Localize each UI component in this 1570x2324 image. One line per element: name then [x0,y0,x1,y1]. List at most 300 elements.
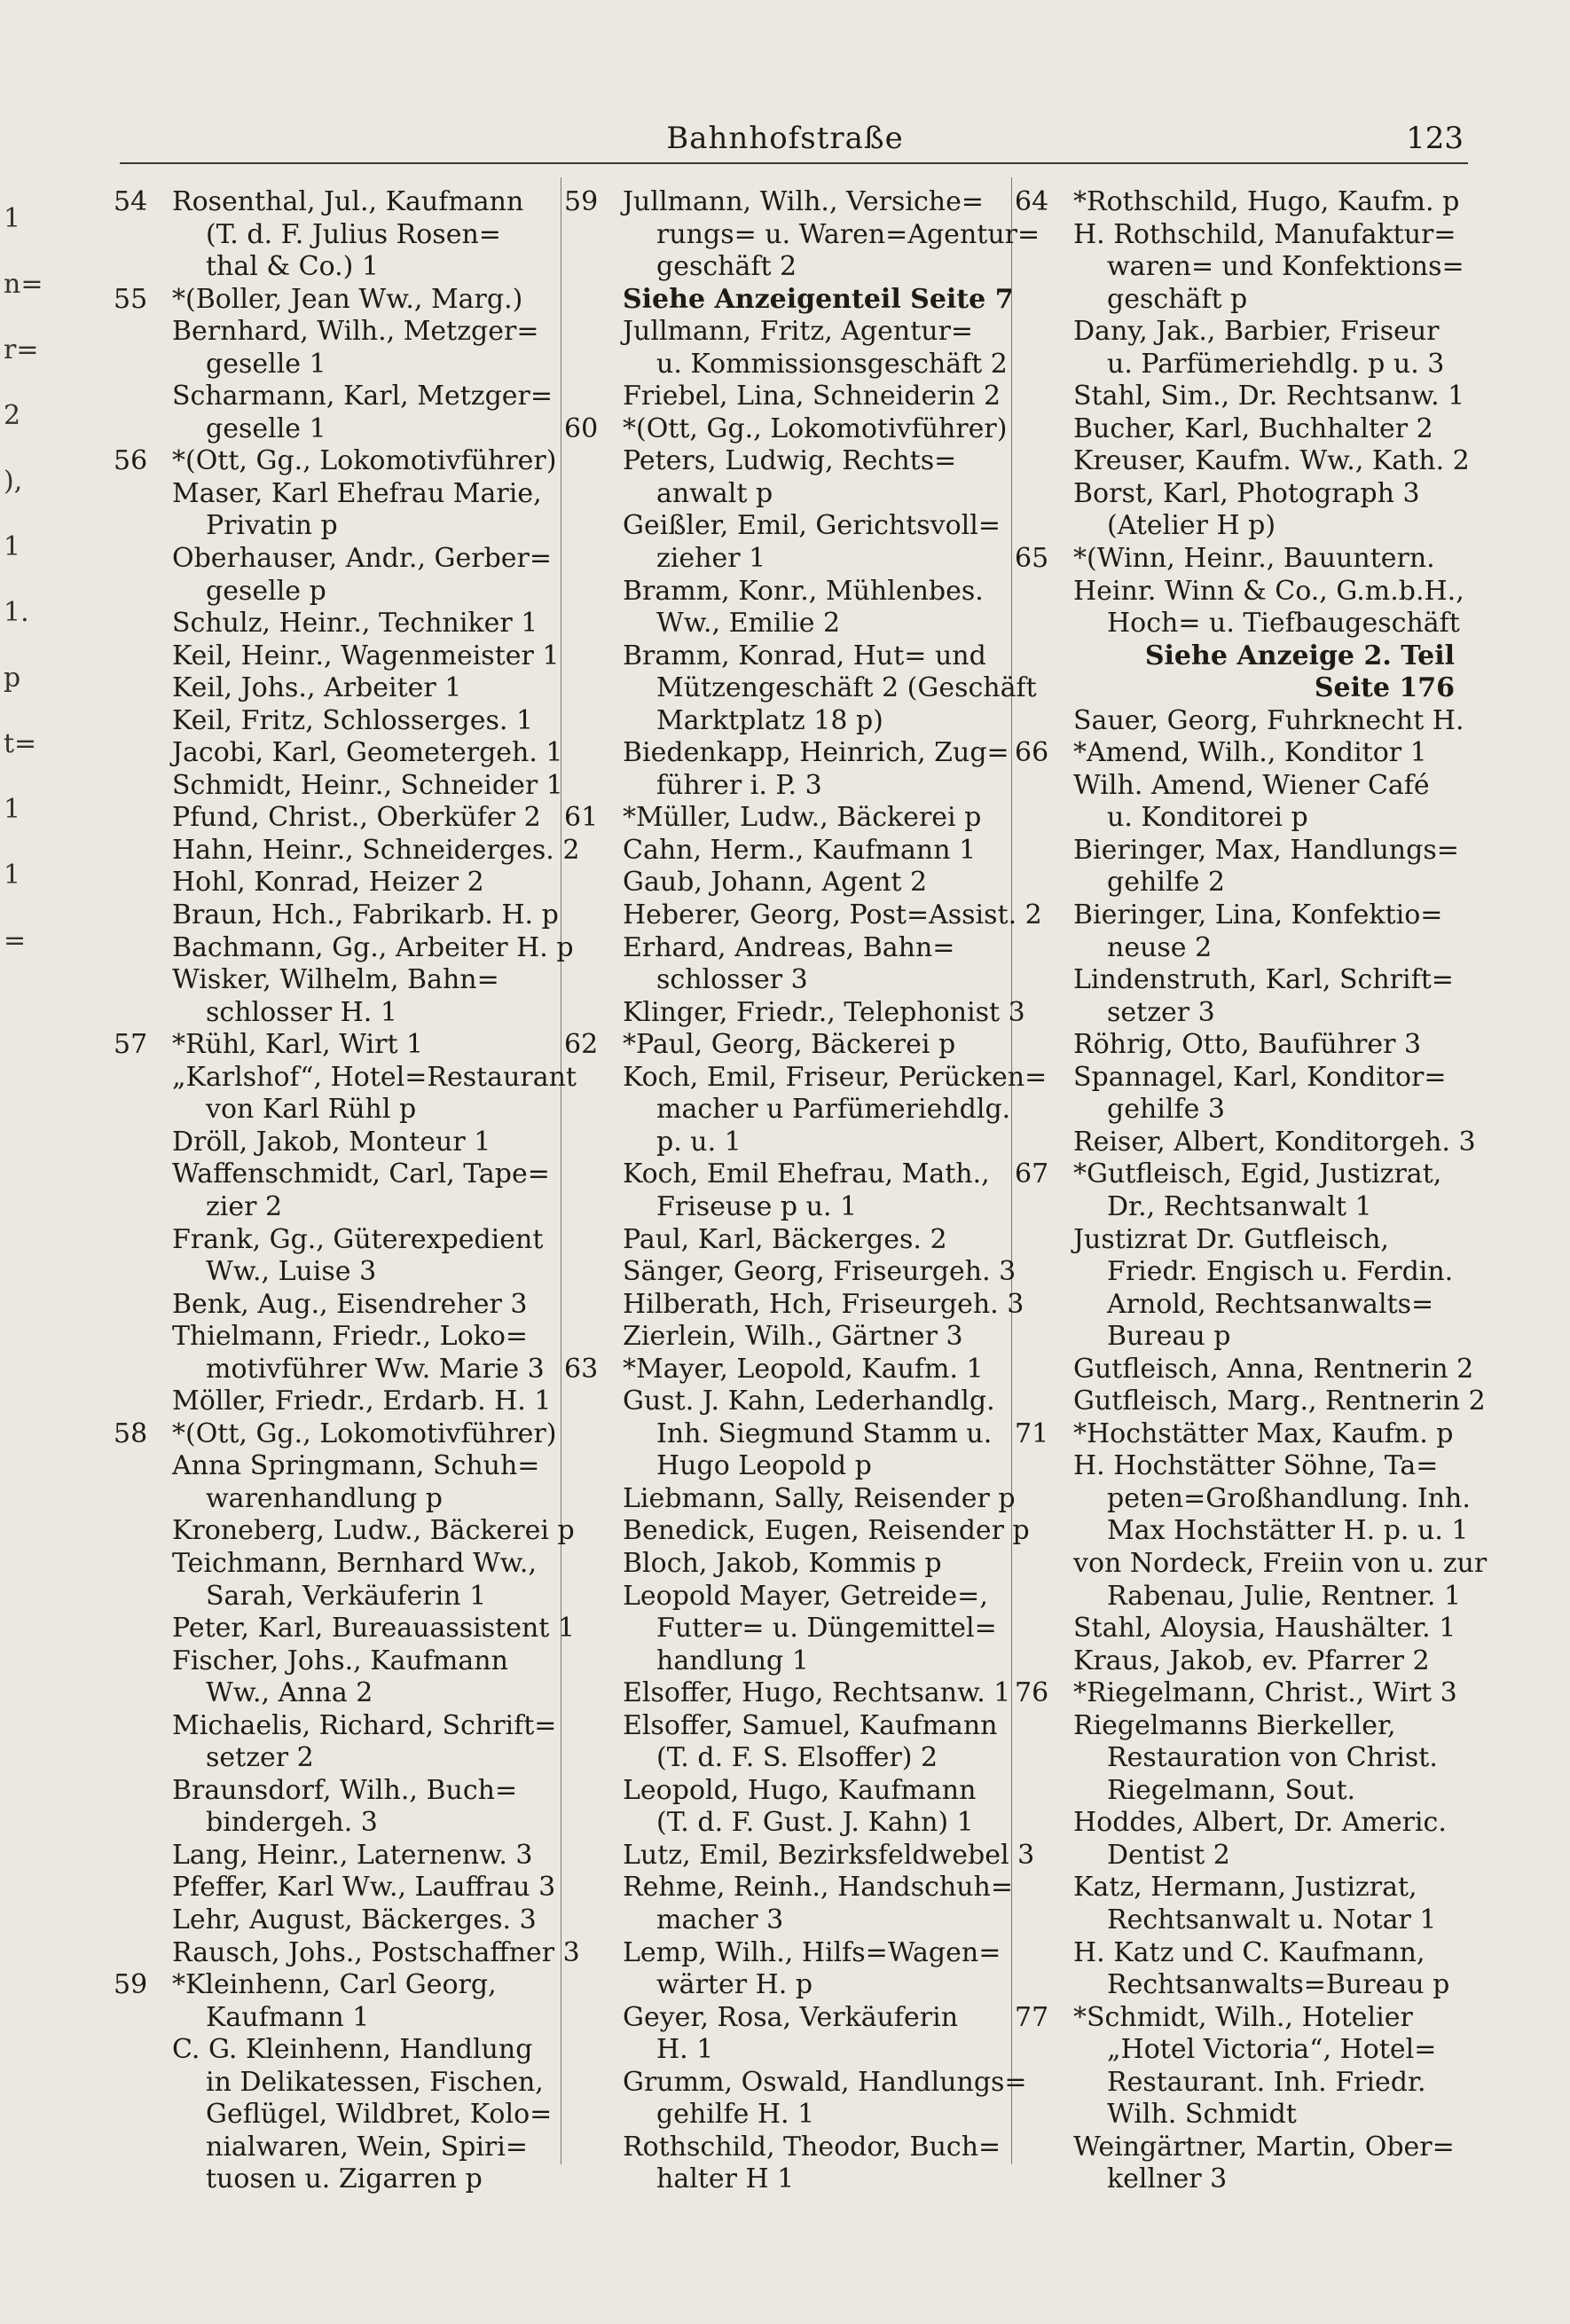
directory-entry-line [114,1191,557,1224]
directory-entry-line [564,1094,1011,1127]
entry-text: setzer 3 [1107,996,1215,1028]
entry-text: zieher 1 [656,543,766,575]
entry-text: Gust. J. Kahn, Lederhandlg. [623,1386,995,1417]
entry-text: Thielmann, Friedr., Loko= [172,1321,529,1353]
directory-entry-line [114,899,557,932]
entry-text: Erhard, Andreas, Bahn= [623,931,955,963]
entry-text: Benedick, Eugen, Reisender p [623,1515,1030,1547]
house-number: 77 [1015,2001,1049,2033]
entry-text: Wilh. Schmidt [1107,2099,1297,2131]
entry-text: H. Hochstätter Söhne, Ta= [1073,1450,1439,1482]
entry-text: neuse 2 [1107,931,1213,963]
directory-entry-line [564,640,1008,673]
directory-entry-line [564,1321,1008,1354]
directory-entry-line [114,1677,557,1710]
entry-text: Weingärtner, Martin, Ober= [1073,2131,1455,2163]
directory-entry-line [114,284,557,317]
directory-entry-line [564,349,1008,381]
entry-text: (T. d. F. S. Elsoffer) 2 [656,1742,938,1774]
column-3 [1015,186,1488,2196]
directory-entry-line [114,316,557,349]
directory-entry-line [114,1354,557,1386]
directory-entry-line [1015,997,1458,1030]
entry-text: von Nordeck, Freiin von u. zur [1073,1547,1488,1579]
entry-text: peten=Großhandlung. Inh. [1107,1482,1471,1514]
entry-text: Justizrat Dr. Gutfleisch, [1073,1223,1389,1255]
entry-text: p. u. 1 [656,1126,742,1158]
directory-entry-line [564,932,1008,965]
entry-text: Leopold, Hugo, Kaufmann [623,1774,977,1806]
directory-entry-line [564,867,1008,899]
entry-text: Kraus, Jakob, ev. Pfarrer 2 [1073,1645,1430,1676]
directory-entry-line [1015,1775,1458,1808]
entry-text: Cahn, Herm., Kaufmann 1 [623,834,977,866]
entry-text: Lemp, Wilh., Hilfs=Wagen= [623,1936,1001,1968]
entry-text: Restauration von Christ. [1107,1742,1438,1774]
directory-entry-line [564,1288,1024,1322]
directory-entry-line [564,1969,1008,2002]
house-number: 57 [114,1029,148,1061]
directory-entry-line [114,445,557,478]
entry-text: Gutfleisch, Anna, Rentnerin 2 [1073,1353,1474,1385]
entry-text: Benk, Aug., Eisendreher 3 [172,1288,528,1320]
entry-text: Hilberath, Hch, Friseurgeh. 3 [623,1288,1024,1320]
entry-text: Anna Springmann, Schuh= [172,1450,540,1482]
entry-text: Marktplatz 18 p) [656,704,883,736]
directory-entry-line [564,218,1040,252]
house-number: 62 [564,1029,599,1061]
entry-text: Lindenstruth, Karl, Schrift= [1073,964,1454,996]
directory-entry-line [114,1321,557,1354]
directory-entry-line [114,1450,557,1483]
entry-text: führer i. P. 3 [656,769,822,801]
entry-text: geselle p [206,575,326,607]
directory-entry-line [114,349,557,381]
entry-text: Frank, Gg., Güterexpedient [172,1223,544,1255]
directory-entry-line [1015,1807,1458,1840]
directory-entry-line [1015,413,1458,446]
directory-entry-line [114,1483,557,1516]
entry-text: Röhrig, Otto, Bauführer 3 [1073,1029,1422,1061]
house-number: 56 [114,445,148,477]
entry-text: Reiser, Albert, Konditorgeh. 3 [1073,1126,1476,1158]
directory-entry-line [114,608,557,640]
entry-text: Lang, Heinr., Laternenw. 3 [172,1839,533,1871]
directory-entry-line [114,2132,557,2164]
entry-text: schlosser 3 [656,964,808,996]
directory-entry-line [114,1581,557,1613]
directory-entry-line [564,186,1008,219]
entry-text: (T. d. F. Julius Rosen= [206,218,501,250]
directory-entry-line [114,1904,557,1937]
entry-text: *Müller, Ludw., Bäckerei p [623,802,982,834]
entry-text: Friseuse p u. 1 [656,1190,858,1222]
entry-text: geselle 1 [206,348,326,380]
entry-text: wärter H. p [656,1969,813,2001]
entry-text: geschäft 2 [656,251,797,283]
entry-text: Pfeffer, Karl Ww., Lauffrau 3 [172,1872,556,1904]
directory-entry-line [564,1775,1008,1808]
directory-entry-line [1015,1062,1458,1095]
entry-text: Waffenschmidt, Carl, Tape= [172,1158,550,1190]
directory-entry-line [1015,219,1458,252]
directory-entry-line [1015,1645,1458,1678]
directory-entry-line [564,2099,1008,2132]
entry-text: Heberer, Georg, Post=Assist. 2 [623,899,1042,931]
directory-entry-line [1015,1321,1458,1354]
directory-entry-line [1015,543,1458,576]
directory-entry-line [114,1289,557,1322]
entry-text: thal & Co.) 1 [206,251,379,283]
entry-text: macher u Parfümeriehdlg. [656,1094,1011,1126]
entry-text: geschäft p [1107,283,1248,315]
house-number: 71 [1015,1417,1049,1449]
directory-entry-line [1015,1450,1458,1483]
entry-text: Bramm, Konr., Mühlenbes. [623,575,984,607]
house-number: 55 [114,283,148,315]
directory-entry-line [114,1645,557,1678]
directory-entry-line [564,576,1008,608]
entry-text: Rehme, Reinh., Handschuh= [623,1872,1013,1904]
entry-text: Wisker, Wilhelm, Bahn= [172,964,499,996]
house-number: 67 [1015,1158,1049,1190]
house-number: 64 [1015,186,1049,217]
directory-entry-line [1015,1515,1469,1548]
entry-text: *(Ott, Gg., Lokomotivführer) [172,1417,557,1449]
adjacent-page-bleed [0,186,43,1109]
directory-entry-line [114,1061,577,1095]
entry-text: Geyer, Rosa, Verkäuferin [623,2001,959,2033]
directory-entry-line [1015,835,1458,868]
entry-text: Arnold, Rechtsanwalts= [1107,1288,1434,1320]
directory-entry-line [114,186,557,219]
directory-entry-line [564,543,1008,576]
entry-text: Seite 176 [1314,672,1455,704]
entry-text: Paul, Karl, Bäckerges. 2 [623,1223,947,1255]
directory-entry-line [1015,1547,1488,1581]
entry-text: Teichmann, Bernhard Ww., [172,1547,537,1579]
entry-text: Ww., Anna 2 [206,1677,373,1709]
entry-text: Inh. Siegmund Stamm u. [656,1417,993,1449]
directory-entry-line [1015,1482,1471,1516]
entry-text: setzer 2 [206,1742,314,1774]
directory-entry-line [114,1127,557,1159]
directory-entry-line [114,2067,557,2100]
directory-entry-line [1015,1126,1476,1159]
entry-text: Elsoffer, Samuel, Kaufmann [623,1709,998,1741]
directory-entry-line [114,1742,557,1775]
directory-entry-line [1015,510,1458,543]
directory-entry-line [564,478,1008,511]
entry-text: Bureau p [1107,1321,1231,1353]
directory-entry-line [1015,284,1458,317]
directory-entry-line [1015,2163,1458,2196]
entry-text: (Atelier H p) [1107,510,1276,542]
entry-text: tuosen u. Zigarren p [206,2163,483,2195]
directory-entry-line [564,705,1008,738]
entry-text: Privatin p [206,510,338,542]
entry-text: Sänger, Georg, Friseurgeh. 3 [623,1256,1017,1288]
entry-text: Siehe Anzeige 2. Teil [1144,640,1455,671]
entry-text: Lutz, Emil, Bezirksfeldwebel 3 [623,1839,1035,1871]
entry-text: Restaurant. Inh. Friedr. [1107,2066,1426,2098]
entry-text: Rechtsanwalts=Bureau p [1107,1969,1450,2001]
entry-text: anwalt p [656,477,773,509]
column-1 [114,186,580,2196]
entry-text: gehilfe H. 1 [656,2099,815,2131]
bleed-glyph: n= [4,269,43,300]
directory-entry-line [1015,349,1458,381]
bleed-glyph: 1 [4,203,21,234]
directory-entry-line [114,510,557,543]
entry-text: kellner 3 [1107,2163,1228,2195]
entry-text: Hoch= u. Tiefbaugeschäft [1107,608,1460,640]
directory-entry-line [1015,1353,1474,1386]
directory-entry-line [1015,2034,1458,2067]
directory-entry-line [1015,1969,1458,2002]
entry-text: „Karlshof“, Hotel=Restaurant [172,1061,577,1093]
entry-text: Kreuser, Kaufm. Ww., Kath. 2 [1073,445,1470,477]
directory-entry-line [114,1548,557,1581]
entry-text: Rosenthal, Jul., Kaufmann [172,186,524,217]
directory-entry-line [564,1645,1008,1678]
directory-entry-line [564,737,1008,770]
entry-text: Katz, Hermann, Justizrat, [1073,1872,1417,1904]
directory-entry-line [114,997,557,1030]
directory-entry-line [564,770,1008,803]
bleed-glyph: = [4,925,27,956]
entry-text: Keil, Johs., Arbeiter 1 [172,672,462,704]
directory-entry-line [564,835,1008,868]
entry-text: waren= und Konfektions= [1107,251,1464,283]
entry-text: Bucher, Karl, Buchhalter 2 [1073,412,1433,444]
directory-entry-line [114,964,557,997]
entry-text: Sauer, Georg, Fuhrknecht H. [1073,704,1464,736]
entry-text: Schmidt, Heinr., Schneider 1 [172,769,563,801]
directory-entry-line [114,251,557,284]
entry-text: Bramm, Konrad, Hut= und [623,640,986,671]
directory-entry-line [114,1840,557,1873]
directory-entry-line [1015,1224,1458,1257]
entry-text: handlung 1 [656,1645,809,1676]
directory-entry-line [1015,2002,1458,2035]
directory-entry-line [1015,1289,1458,1322]
directory-entry-line [1015,1158,1458,1191]
directory-entry-line [564,1872,1013,1904]
house-number: 65 [1015,543,1049,575]
entry-text: Kroneberg, Ludw., Bäckerei p [172,1515,575,1547]
directory-entry-line [1015,1580,1462,1613]
entry-text: Ww., Luise 3 [206,1256,377,1288]
entry-text: Zierlein, Wilh., Gärtner 3 [623,1321,963,1353]
directory-entry-line [114,478,557,511]
entry-text: Peter, Karl, Bureauassistent 1 [172,1613,575,1645]
directory-entry-line [114,1418,557,1451]
entry-text: *Mayer, Leopold, Kaufm. 1 [623,1353,984,1385]
directory-entry-line [564,996,1025,1030]
entry-text: Dröll, Jakob, Monteur 1 [172,1126,491,1158]
entry-text: *Schmidt, Wilh., Hotelier [1073,2001,1413,2033]
house-number: 59 [564,186,599,217]
bleed-glyph: r= [4,334,39,365]
bleed-glyph: ), [4,466,23,497]
entry-text: Hohl, Konrad, Heizer 2 [172,867,484,899]
directory-entry-line [564,381,1008,413]
bleed-glyph: p [4,663,21,694]
entry-text: Keil, Fritz, Schlosserges. 1 [172,704,534,736]
directory-entry-line [1015,1094,1458,1127]
entry-text: macher 3 [656,1904,784,1935]
entry-text: Pfund, Christ., Oberküfer 2 [172,802,541,834]
directory-entry-line [564,1418,1008,1451]
directory-entry-line [564,608,1008,640]
directory-entry-line [564,413,1008,446]
directory-entry-line [564,1450,1008,1483]
directory-entry-line [564,510,1008,543]
entry-text: Schulz, Heinr., Techniker 1 [172,608,538,640]
entry-text: motivführer Ww. Marie 3 [206,1353,545,1385]
directory-entry-line [564,1061,1048,1095]
directory-entry-line [1015,1742,1458,1775]
entry-text: *Gutfleisch, Egid, Justizrat, [1073,1158,1442,1190]
directory-entry-line [564,1386,1008,1418]
directory-entry-line [114,1029,557,1062]
directory-entry-line [1015,608,1458,640]
house-number: 66 [1015,737,1049,769]
entry-text: *Riegelmann, Christ., Wirt 3 [1073,1677,1457,1709]
directory-entry-line [1015,899,1458,932]
entry-text: Mützengeschäft 2 (Geschäft [656,672,1037,704]
directory-entry-line [564,1581,1008,1613]
directory-entry-line [1015,640,1458,673]
directory-entry-line [564,672,1037,705]
entry-text: Grumm, Oswald, Handlungs= [623,2066,1027,2098]
directory-entry-line [564,316,1008,349]
entry-text: Bernhard, Wilh., Metzger= [172,316,539,348]
directory-entry-line [1015,575,1464,608]
entry-text: nialwaren, Wein, Spiri= [206,2131,529,2163]
directory-entry-line [1015,1191,1458,1224]
entry-text: Koch, Emil, Friseur, Perücken= [623,1061,1048,1093]
entry-text: Gaub, Johann, Agent 2 [623,867,928,899]
house-number: 59 [114,1969,148,2001]
directory-entry-line [1015,932,1458,965]
entry-text: Möller, Friedr., Erdarb. H. 1 [172,1386,552,1417]
entry-text: Friedr. Engisch u. Ferdin. [1107,1256,1454,1288]
entry-text: Rausch, Johs., Postschaffner 3 [172,1936,580,1968]
entry-text: Braunsdorf, Wilh., Buch= [172,1774,518,1806]
directory-entry-line [564,2132,1008,2164]
entry-text: Spannagel, Karl, Konditor= [1073,1061,1447,1093]
directory-entry-line [114,769,563,803]
entry-text: warenhandlung p [206,1482,443,1514]
entry-text: Rabenau, Julie, Rentner. 1 [1107,1580,1462,1612]
entry-text: Fischer, Johs., Kaufmann [172,1645,508,1676]
directory-entry-line [114,672,557,705]
directory-entry-line [564,1904,1008,1937]
directory-entry-line [564,2002,1008,2035]
directory-entry-line [1015,802,1458,835]
directory-entry-line [114,576,557,608]
house-number: 58 [114,1417,148,1449]
directory-entry-line [114,1807,557,1840]
directory-entry-line [1015,1386,1486,1418]
header-rule [120,162,1468,164]
entry-text: Oberhauser, Andr., Gerber= [172,543,553,575]
directory-entry-line [1015,2099,1458,2132]
entry-text: Bachmann, Gg., Arbeiter H. p [172,931,574,963]
entry-text: Scharmann, Karl, Metzger= [172,381,553,412]
page-number: 123 [1406,121,1464,156]
bleed-glyph: 1 [4,794,21,825]
entry-text: bindergeh. 3 [206,1807,378,1839]
directory-entry-line [1015,478,1458,511]
directory-entry-line [114,1386,557,1418]
directory-entry-line [1015,1029,1458,1062]
directory-entry-line [114,219,557,252]
entry-text: Gutfleisch, Marg., Rentnerin 2 [1073,1386,1486,1417]
directory-entry-line [564,1515,1030,1548]
entry-text: *(Ott, Gg., Lokomotivführer) [172,445,557,477]
entry-text: *(Boller, Jean Ww., Marg.) [172,283,523,315]
running-title: Bahnhofstraße [666,121,904,156]
entry-text: von Karl Rühl p [206,1094,417,1126]
house-number: 61 [564,802,599,834]
directory-entry-line [114,1158,557,1191]
entry-text: Jullmann, Wilh., Versiche= [623,186,985,217]
directory-entry-line [114,705,557,738]
directory-entry-line [114,2034,557,2067]
directory-entry-line [1015,1418,1458,1451]
entry-text: H. Rothschild, Manufaktur= [1073,218,1456,250]
house-number: 76 [1015,1677,1049,1709]
entry-text: Riegelmann, Sout. [1107,1774,1356,1806]
directory-entry-line [1015,1613,1458,1645]
directory-entry-line [114,543,557,576]
house-number: 60 [564,412,599,444]
entry-text: geselle 1 [206,412,326,444]
entry-text: in Delikatessen, Fischen, [206,2066,544,2098]
directory-entry-line [1015,704,1464,738]
directory-entry-line [564,1482,1016,1516]
entry-text: Jullmann, Fritz, Agentur= [623,316,974,348]
entry-text: Hahn, Heinr., Schneiderges. 2 [172,834,580,866]
directory-entry-line [564,1677,1011,1710]
entry-text: u. Kommissionsgeschäft 2 [656,348,1008,380]
directory-entry-line [114,931,574,965]
entry-text: C. G. Kleinhenn, Handlung [172,2034,533,2066]
entry-text: Maser, Karl Ehefrau Marie, [172,477,542,509]
directory-entry-line [564,1127,1008,1159]
entry-text: *(Ott, Gg., Lokomotivführer) [623,412,1008,444]
entry-text: *Paul, Georg, Bäckerei p [623,1029,956,1061]
directory-entry-line [1015,867,1458,899]
entry-text: zier 2 [206,1190,283,1222]
entry-text: *Amend, Wilh., Konditor 1 [1073,737,1427,769]
directory-entry-line [114,1613,575,1645]
entry-text: *Hochstätter Max, Kaufm. p [1073,1417,1454,1449]
entry-text: Rechtsanwalt u. Notar 1 [1107,1904,1437,1935]
house-number: 54 [114,186,148,217]
entry-text: Hugo Leopold p [656,1450,872,1482]
entry-text: Friebel, Lina, Schneiderin 2 [623,381,1001,412]
directory-entry-line [114,413,557,446]
directory-entry-line [564,1839,1035,1873]
directory-entry-line [564,802,1008,835]
directory-entry-line [1015,2067,1458,2100]
directory-entry-line [114,1775,557,1808]
directory-entry-line [564,251,1008,284]
